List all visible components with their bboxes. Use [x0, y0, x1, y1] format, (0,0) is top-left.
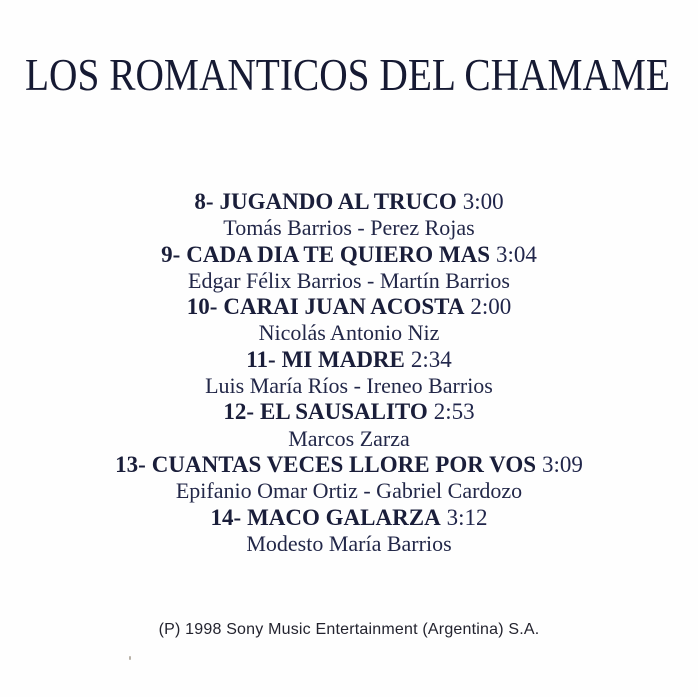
- track-item: [0, 399, 698, 452]
- track-number: 10-: [186, 294, 218, 320]
- track-number: 8-: [194, 189, 214, 214]
- track-title-line: [0, 347, 698, 373]
- track-item: [0, 452, 698, 505]
- track-name: MACO GALARZA: [247, 504, 441, 530]
- track-credits: Luis María Ríos - Ireneo Barrios: [205, 373, 493, 399]
- track-duration: 3:09: [541, 451, 583, 477]
- track-number: 14-: [210, 504, 242, 530]
- track-name: JUGANDO AL TRUCO: [219, 189, 457, 214]
- track-item: [0, 242, 698, 295]
- track-name: EL SAUSALITO: [260, 399, 428, 425]
- track-credits: Tomás Barrios - Perez Rojas: [223, 215, 475, 241]
- track-number: 11-: [246, 346, 276, 372]
- track-title-line: [0, 294, 698, 320]
- track-duration: 3:00: [462, 189, 504, 214]
- track-title-line: [0, 452, 698, 478]
- track-title-line: [0, 242, 698, 268]
- track-duration: 2:34: [410, 346, 452, 372]
- track-number: 12-: [223, 399, 255, 425]
- track-item: [0, 347, 698, 400]
- copyright-line: (P) 1998 Sony Music Entertainment (Argentina) S.A.: [158, 621, 540, 638]
- track-duration: 2:00: [470, 294, 512, 320]
- track-duration: 3:04: [495, 241, 537, 267]
- track-duration: 3:12: [446, 504, 488, 530]
- track-number: 9-: [161, 241, 181, 267]
- track-name: CUANTAS VECES LLORE POR VOS: [151, 451, 537, 477]
- scan-speck: [129, 656, 131, 660]
- track-item: [0, 189, 698, 242]
- track-list: [0, 189, 698, 557]
- track-title-line: [0, 399, 698, 425]
- track-duration: 2:53: [433, 399, 475, 425]
- track-name: MI MADRE: [281, 346, 405, 372]
- track-credits: Marcos Zarza: [288, 425, 410, 451]
- track-item: [0, 505, 698, 558]
- track-number: 13-: [115, 451, 146, 477]
- album-title: LOS ROMANTICOS DEL CHAMAME: [25, 50, 670, 100]
- track-credits: Edgar Félix Barrios - Martín Barrios: [188, 267, 510, 293]
- track-credits: Epifanio Omar Ortiz - Gabriel Cardozo: [175, 478, 523, 504]
- track-title-line: [0, 505, 698, 531]
- track-name: CARAI JUAN ACOSTA: [223, 294, 465, 320]
- track-name: CADA DIA TE QUIERO MAS: [186, 241, 491, 267]
- track-item: [0, 294, 698, 347]
- track-credits: Nicolás Antonio Niz: [258, 320, 440, 346]
- track-credits: Modesto María Barrios: [246, 530, 452, 556]
- track-title-line: [0, 189, 698, 215]
